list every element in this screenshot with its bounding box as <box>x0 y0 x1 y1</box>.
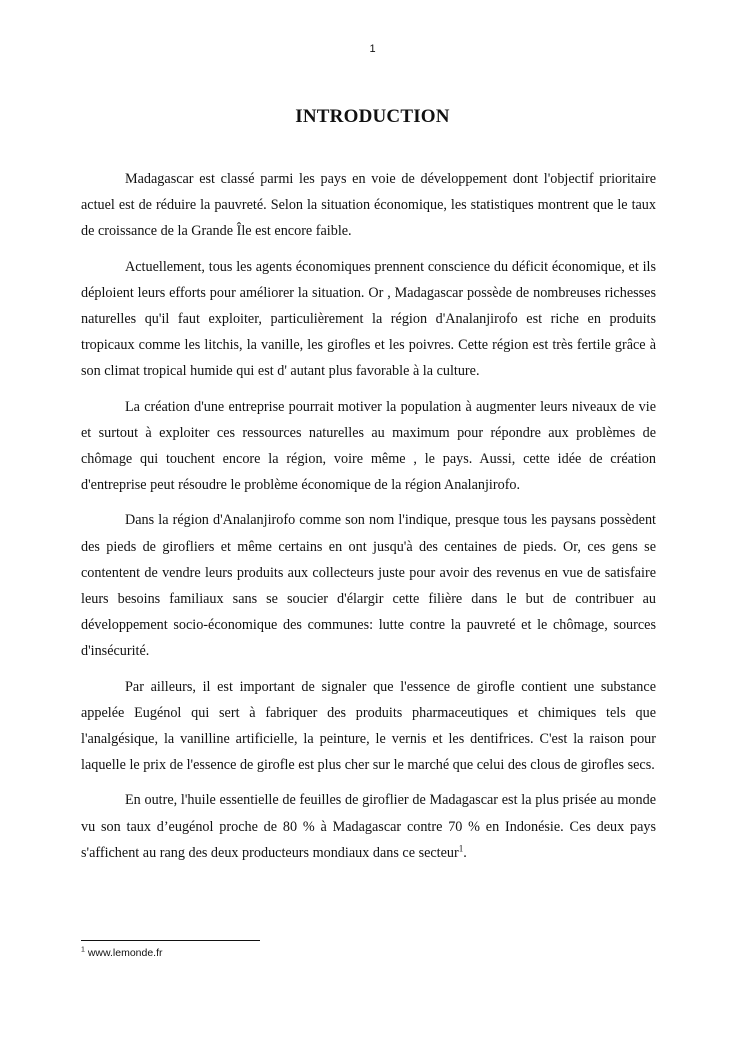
footnote-text: www.lemonde.fr <box>84 947 163 959</box>
page-title: INTRODUCTION <box>295 106 450 127</box>
paragraph-6 <box>81 787 656 866</box>
body-text <box>81 166 656 866</box>
footnote-separator <box>81 940 260 941</box>
paragraph-2: Actuellement, tous les agents économiques prennent conscience du déficit économique, et ils déploient leurs efforts pour améliorer la situation. Or , Madagascar possède de nombreuses richesses naturelles qu'il faut exploiter, particulièrement la région d'Analanjirofo est riche en produits tropicaux comme les litchis, la vanille, les girofles et les poivres. Cette région est très fertile grâce à son climat tropical humide qui est d' autant plus favorable à la culture. <box>81 258 656 380</box>
paragraph-6-text: En outre, l'huile essentielle de feuilles de giroflier de Madagascar est la plus prisée au monde vu son taux d’eugénol proche de 80 % à Madagascar contre 70 % en Indonésie. Ces deux pays s'affichent au rang des deux producteurs mondiaux dans ce secteur <box>81 792 656 861</box>
page-number: 1 <box>369 43 376 55</box>
paragraph-5: Par ailleurs, il est important de signaler que l'essence de girofle contient une substance appelée Eugénol qui sert à fabriquer des produits pharmaceutiques et chimiques tels que l'analgésique, la vanilline artificielle, la peinture, le vernis et les dentifrices. C'est la raison pour laquelle le prix de l'essence de girofle est plus cher sur le marché que celui des clous de girofles secs. <box>81 678 656 774</box>
footnote-marker: 1 <box>81 946 85 954</box>
footnote <box>81 947 163 959</box>
paragraph-1: Madagascar est classé parmi les pays en voie de développement dont l'objectif prioritaire actuel est de réduire la pauvreté. Selon la situation économique, les statistiques montrent que le taux de croissance de la Grande Île est encore faible. <box>81 171 656 240</box>
paragraph-6-end: . <box>463 844 467 861</box>
footnote-reference: 1 <box>458 843 464 854</box>
paragraph-3: La création d'une entreprise pourrait motiver la population à augmenter leurs niveaux de vie et surtout à exploiter ces ressources naturelles au maximum pour répondre aux problèmes de chômage qui touchent encore la région, voire même , le pays. Aussi, cette idée de création d'entreprise peut résoudre le problème économique de la région Analanjirofo. <box>81 398 656 494</box>
paragraph-4: Dans la région d'Analanjirofo comme son nom l'indique, presque tous les paysans possèdent des pieds de girofliers et même certains en ont jusqu'à des centaines de pieds. Or, ces gens se contentent de vendre leurs produits aux collecteurs juste pour avoir des revenus en vue de satisfaire leurs besoins familiaux sans se soucier d'élargir cette filière dans le but de contribuer au développement socio-économique des communes: lutte contre la pauvreté et le chômage, sources d'insécurité. <box>81 512 656 660</box>
